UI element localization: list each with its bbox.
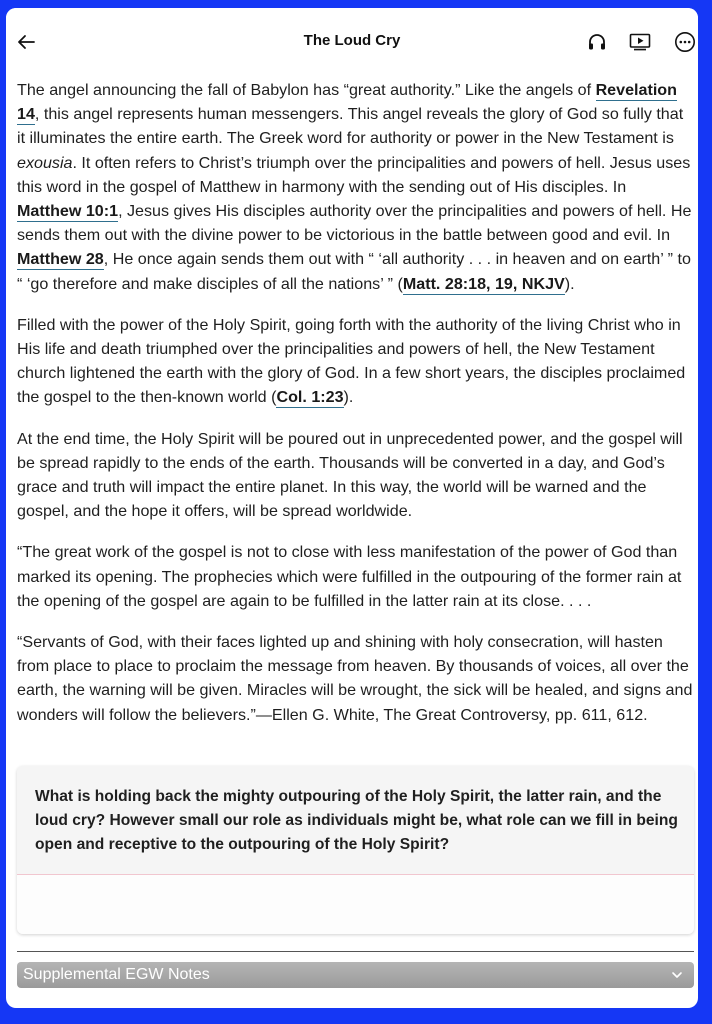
paragraph-text: , He once again sends them out with “ ‘all authority . . . in heaven and on earth’ ” to “ ‘go therefore and make disciples of all the nations’ ” ( bbox=[17, 250, 691, 293]
paragraph-text: . It often refers to Christ’s triumph over the principalities and powers of hell. Jesus uses this word in the gospel of Matthew in harmony with the sending out of His disciples. In bbox=[17, 153, 691, 196]
paragraph-text: ). bbox=[343, 388, 354, 407]
discussion-question-text: What is holding back the mighty outpouring of the Holy Spirit, the latter rain, and the loud cry? However small our role as individuals might be, what role can we fill in being open and receptive to the outpouring of the Holy Spirit? bbox=[35, 788, 678, 854]
bible-reference-link[interactable]: Matthew 10:1 bbox=[17, 202, 119, 221]
supplemental-notes-label: Supplemental EGW Notes bbox=[23, 966, 210, 983]
answer-input[interactable] bbox=[17, 874, 694, 934]
bible-reference-link[interactable]: Matthew 28 bbox=[17, 250, 104, 269]
discussion-question-card bbox=[17, 766, 694, 934]
paragraph-text: ). bbox=[564, 274, 575, 293]
article-body bbox=[17, 78, 693, 744]
bible-reference-link[interactable]: Col. 1:23 bbox=[276, 388, 344, 407]
more-options-icon[interactable] bbox=[673, 30, 697, 54]
bible-reference-link[interactable]: Matt. 28:18, 19, NKJV bbox=[402, 274, 565, 293]
article-paragraph: At the end time, the Holy Spirit will be poured out in unprecedented power, and the gospel will be spread rapidly to the ends of the earth. Thousands will be converted in a day, and God’s grace and truth will impact the entire planet. In this way, the world will be warned and the gospel, and the hope it offers, will be spread worldwide. bbox=[17, 429, 683, 521]
page-title: The Loud Cry bbox=[303, 32, 401, 49]
top-bar bbox=[6, 8, 698, 76]
bible-reference-link[interactable]: Revelation 14 bbox=[17, 81, 677, 124]
supplemental-notes-toggle[interactable] bbox=[17, 962, 694, 988]
paragraph-text: The angel announcing the fall of Babylon has “great authority.” Like the angels of bbox=[17, 81, 596, 99]
emphasized-word: exousia bbox=[17, 153, 73, 172]
article-paragraph: “The great work of the gospel is not to close with less manifestation of the power of God than marked its opening. The prophecies which were fulfilled in the outpouring of the former rain at the opening of the gospel are again to be fulfilled in the latter rain at its close. . . . bbox=[17, 543, 682, 610]
article-paragraph bbox=[17, 313, 693, 410]
article-paragraph: “Servants of God, with their faces lighted up and shining with holy consecration, will hasten from place to place to proclaim the message from heaven. By thousands of voices, all over the earth, the warning will be given. Miracles will be wrought, the sick will be healed, and signs and wonders will follow the believers.”—Ellen G. White, The Great Controversy, pp. 611, 612. bbox=[17, 633, 693, 724]
paragraph-text: , this angel represents human messengers. This angel reveals the glory of God so fully that it illuminates the entire earth. The Greek word for authority or power in the New Testament is bbox=[17, 105, 684, 148]
section-divider bbox=[17, 951, 694, 952]
chevron-down-icon bbox=[670, 968, 684, 982]
app-window bbox=[6, 8, 698, 1008]
video-play-icon[interactable] bbox=[628, 30, 652, 54]
headphones-icon[interactable] bbox=[585, 30, 609, 54]
article-paragraph bbox=[17, 78, 693, 296]
paragraph-text: , Jesus gives His disciples authority over the principalities and powers of hell. He sends them out with the divine power to be victorious in the battle between good and evil. In bbox=[17, 202, 692, 245]
paragraph-text: Filled with the power of the Holy Spirit, going forth with the authority of the living Christ who in His life and death triumphed over the principalities and powers of hell, the New Testament church lightened the earth with the glory of God. In a few short years, the disciples proclaimed the gospel to the then-known world ( bbox=[17, 315, 686, 407]
